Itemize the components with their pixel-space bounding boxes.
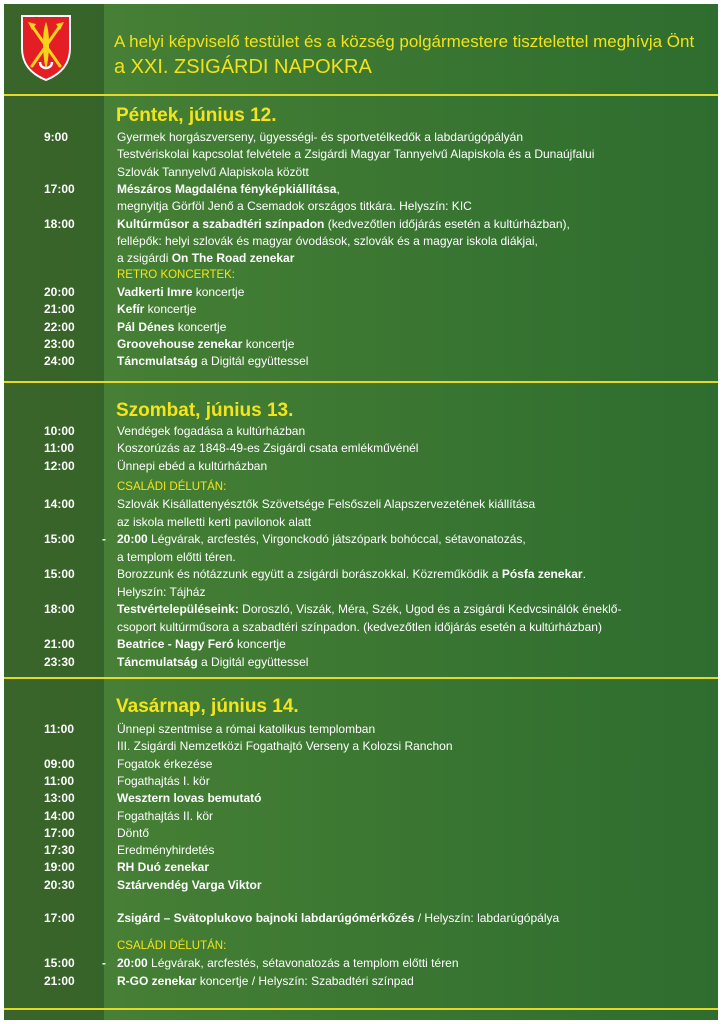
- event-text: koncertje: [174, 319, 227, 334]
- event-text: Gyermek horgászverseny, ügyességi- és sportvetélkedők a labdarúgópályán: [117, 130, 523, 144]
- schedule-row: [4, 458, 718, 475]
- schedule-row: [4, 301, 718, 318]
- event-time: 17:00: [44, 825, 75, 840]
- event-description: [117, 877, 712, 894]
- event-description: [117, 973, 712, 990]
- event-text: (kedvezőtlen időjárás esetén a kultúrházban),: [324, 216, 570, 231]
- event-text: koncertje: [242, 336, 295, 351]
- event-description: [117, 181, 712, 198]
- schedule-row: [4, 319, 718, 336]
- event-description: [117, 738, 712, 755]
- schedule-row: [4, 336, 718, 353]
- event-time: 11:00: [44, 441, 75, 456]
- event-description: [117, 531, 712, 548]
- event-text: Döntő: [117, 825, 150, 840]
- event-description: [117, 566, 712, 583]
- event-text: koncertje: [192, 285, 245, 299]
- divider: [4, 677, 718, 679]
- schedule-row: [4, 514, 718, 531]
- event-description: [117, 808, 712, 825]
- event-text: koncertje: [233, 637, 286, 651]
- event-text: megnyitja Görföl Jenő a Csemadok országos titkára. Helyszín: KIC: [117, 199, 472, 214]
- event-description: [117, 756, 712, 773]
- event-highlight: Pósfa zenekar: [501, 567, 583, 581]
- event-highlight: Testvértelepüléseink:: [117, 602, 239, 616]
- event-time: 15:00: [44, 567, 75, 581]
- schedule-row: [4, 721, 718, 738]
- divider: [4, 381, 718, 383]
- schedule-row: [4, 353, 718, 370]
- event-highlight: Sztárvendég Varga Viktor: [117, 877, 262, 892]
- section-label-retro: RETRO KONCERTEK:: [117, 269, 235, 281]
- event-time: 15:00: [44, 532, 75, 546]
- event-text: Légvárak, arcfestés, sétavonatozás a templom előtti téren: [147, 956, 459, 970]
- event-text: Fogathajtás II. kör: [117, 808, 214, 823]
- schedule-row: [4, 496, 718, 513]
- event-text: koncertje: [144, 302, 197, 317]
- event-highlight: Táncmulatság: [117, 654, 198, 669]
- schedule-row: [4, 440, 718, 457]
- event-time: 9:00: [44, 130, 69, 144]
- event-time: 17:00: [44, 911, 75, 925]
- event-time: 21:00: [44, 302, 75, 317]
- event-time: 21:00: [44, 637, 75, 651]
- time-range-dash: -: [102, 532, 106, 546]
- event-description: [117, 198, 712, 215]
- event-time: 18:00: [44, 602, 75, 616]
- schedule-row: [4, 877, 718, 894]
- schedule-row: [4, 859, 718, 876]
- event-time: 09:00: [44, 756, 75, 771]
- day-heading-friday: Péntek, június 12.: [116, 105, 277, 126]
- event-description: [117, 216, 712, 233]
- event-text: ,: [336, 181, 340, 196]
- event-text: Fogathajtás I. kör: [117, 773, 210, 788]
- event-text: a zsigárdi: [117, 251, 172, 266]
- event-title: a XXI. ZSIGÁRDI NAPOKRA: [114, 56, 372, 78]
- event-description: [117, 164, 712, 181]
- event-description: [117, 146, 712, 163]
- time-range-dash: -: [102, 956, 106, 970]
- event-description: [117, 250, 712, 267]
- schedule-row: [4, 584, 718, 601]
- schedule-row: [4, 216, 718, 233]
- schedule-row: [4, 250, 718, 267]
- event-description: [117, 619, 712, 636]
- event-time: 10:00: [44, 424, 75, 438]
- event-text: fellépők: helyi szlovák és magyar óvodások, szlovák és a magyar iskola diákjai,: [117, 233, 538, 248]
- schedule-row: [4, 825, 718, 842]
- event-text: Doroszló, Viszák, Méra, Szék, Ugod és a zsigárdi Kedvcsinálók éneklő-: [238, 602, 622, 616]
- event-time: 22:00: [44, 319, 75, 334]
- event-time: 24:00: [44, 354, 75, 369]
- event-text: Légvárak, arcfestés, Virgonckodó játszópark bohóccal, sétavonatozás,: [147, 532, 526, 546]
- section-label-family: CSALÁDI DÉLUTÁN:: [117, 481, 227, 493]
- schedule-row: [4, 910, 718, 927]
- event-description: [117, 825, 712, 842]
- event-highlight: 20:00: [117, 956, 148, 970]
- event-text: Vendégek fogadása a kultúrházban: [117, 424, 306, 438]
- event-text: a Digitál együttessel: [197, 354, 309, 369]
- event-text: Fogatok érkezése: [117, 756, 213, 771]
- event-time: 11:00: [44, 773, 75, 788]
- schedule-row: [4, 198, 718, 215]
- schedule-row: [4, 549, 718, 566]
- event-highlight: Zsigárd – Svätoplukovo bajnoki labdarúgómérkőzés: [117, 911, 415, 925]
- event-highlight: Kefír: [117, 302, 145, 317]
- event-time: 11:00: [44, 722, 75, 736]
- schedule-row: [4, 738, 718, 755]
- event-text: / Helyszín: labdarúgópálya: [414, 911, 560, 925]
- schedule-row: [4, 955, 718, 972]
- event-text: III. Zsigárdi Nemzetközi Fogathajtó Verseny a Kolozsi Ranchon: [117, 739, 453, 754]
- event-time: 21:00: [44, 973, 75, 988]
- poster: [4, 4, 718, 1020]
- event-description: [117, 584, 712, 601]
- event-highlight: RH Duó zenekar: [117, 860, 210, 875]
- invitation-text: A helyi képviselő testület és a község polgármestere tisztelettel meghívja Önt: [114, 32, 695, 51]
- event-time: 17:30: [44, 843, 75, 858]
- event-text: a templom előtti téren.: [117, 549, 236, 564]
- schedule-row: [4, 129, 718, 146]
- event-text: koncertje / Helyszín: Szabadtéri színpad: [196, 973, 414, 988]
- event-description: [117, 721, 712, 738]
- event-time: 19:00: [44, 860, 75, 875]
- schedule-row: [4, 790, 718, 807]
- schedule-row: [4, 566, 718, 583]
- event-description: [117, 336, 712, 353]
- event-description: [117, 842, 712, 859]
- event-time: 17:00: [44, 181, 75, 196]
- event-description: [117, 301, 712, 318]
- event-description: [117, 353, 712, 370]
- event-description: [117, 773, 712, 790]
- event-description: [117, 514, 712, 531]
- event-description: [117, 790, 712, 807]
- event-time: 14:00: [44, 808, 75, 823]
- event-highlight: Pál Dénes: [117, 319, 175, 334]
- schedule-row: [4, 423, 718, 440]
- event-text: Ünnepi szentmise a római katolikus templomban: [117, 722, 376, 736]
- section-label-family: CSALÁDI DÉLUTÁN:: [117, 940, 227, 952]
- event-time: 14:00: [44, 497, 75, 511]
- schedule-row: [4, 973, 718, 990]
- event-time: 15:00: [44, 956, 75, 970]
- event-text: .: [582, 567, 586, 581]
- schedule-row: [4, 601, 718, 618]
- event-description: [117, 233, 712, 250]
- event-description: [117, 601, 712, 618]
- schedule-row: [4, 146, 718, 163]
- event-description: [117, 955, 712, 972]
- coat-of-arms-icon: [20, 14, 72, 82]
- event-time: 20:00: [44, 285, 75, 299]
- event-highlight: Kultúrműsor a szabadtéri színpadon: [117, 216, 325, 231]
- event-text: Szlovák Tannyelvű Alapiskola között: [117, 164, 309, 179]
- event-description: [117, 654, 712, 671]
- schedule-row: [4, 654, 718, 671]
- event-description: [117, 496, 712, 513]
- event-description: [117, 319, 712, 336]
- event-highlight: Mészáros Magdaléna fényképkiállítása: [117, 181, 337, 196]
- event-text: a Digitál együttessel: [197, 654, 309, 669]
- event-description: [117, 423, 712, 440]
- event-text: Koszorúzás az 1848-49-es Zsigárdi csata emlékművénél: [117, 441, 419, 456]
- schedule-row: [4, 773, 718, 790]
- schedule-row: [4, 531, 718, 548]
- event-time: 13:00: [44, 791, 75, 806]
- event-description: [117, 859, 712, 876]
- divider: [4, 94, 718, 96]
- event-time: 20:30: [44, 877, 75, 892]
- schedule-row: [4, 756, 718, 773]
- schedule-row: [4, 233, 718, 250]
- day-heading-sunday: Vasárnap, június 14.: [116, 696, 299, 717]
- event-highlight: Vadkerti Imre: [117, 285, 193, 299]
- event-text: Eredményhirdetés: [117, 843, 215, 858]
- header: [4, 4, 718, 94]
- day-heading-saturday: Szombat, június 13.: [116, 400, 294, 421]
- event-time: 12:00: [44, 458, 75, 473]
- event-text: Helyszín: Tájház: [117, 584, 206, 599]
- schedule-row: [4, 284, 718, 301]
- event-text: Borozzunk és nótázzunk együtt a zsigárdi borászokkal. Közreműködik a: [117, 567, 502, 581]
- schedule-row: [4, 636, 718, 653]
- event-text: Testvériskolai kapcsolat felvétele a Zsigárdi Magyar Tannyelvű Alapiskola és a Dunaújfalui: [117, 147, 595, 162]
- event-time: 23:00: [44, 336, 75, 351]
- schedule-row: [4, 808, 718, 825]
- schedule-row: [4, 842, 718, 859]
- event-text: az iskola melletti kerti pavilonok alatt: [117, 514, 312, 529]
- schedule-row: [4, 164, 718, 181]
- event-time: 18:00: [44, 216, 75, 231]
- schedule-row: [4, 619, 718, 636]
- event-text: csoport kultúrműsora a szabadtéri színpadon. (kedvezőtlen időjárás esetén a kultúrházban): [117, 619, 602, 634]
- event-description: [117, 440, 712, 457]
- event-text: Szlovák Kisállattenyésztők Szövetsége Felsőszeli Alapszervezetének kiállítása: [117, 497, 536, 511]
- event-description: [117, 910, 712, 927]
- event-highlight: R-GO zenekar: [117, 973, 197, 988]
- schedule-row: [4, 181, 718, 198]
- event-description: [117, 549, 712, 566]
- event-text: Ünnepi ebéd a kultúrházban: [117, 458, 268, 473]
- event-highlight: Wesztern lovas bemutató: [117, 791, 262, 806]
- event-description: [117, 129, 712, 146]
- event-description: [117, 284, 712, 301]
- event-highlight: Beatrice - Nagy Feró: [117, 637, 234, 651]
- event-description: [117, 458, 712, 475]
- event-description: [117, 636, 712, 653]
- event-highlight: 20:00: [117, 532, 148, 546]
- event-highlight: On The Road zenekar: [171, 251, 295, 266]
- divider: [4, 1008, 718, 1010]
- event-highlight: Táncmulatság: [117, 354, 198, 369]
- event-time: 23:30: [44, 654, 75, 669]
- event-highlight: Groovehouse zenekar: [117, 336, 243, 351]
